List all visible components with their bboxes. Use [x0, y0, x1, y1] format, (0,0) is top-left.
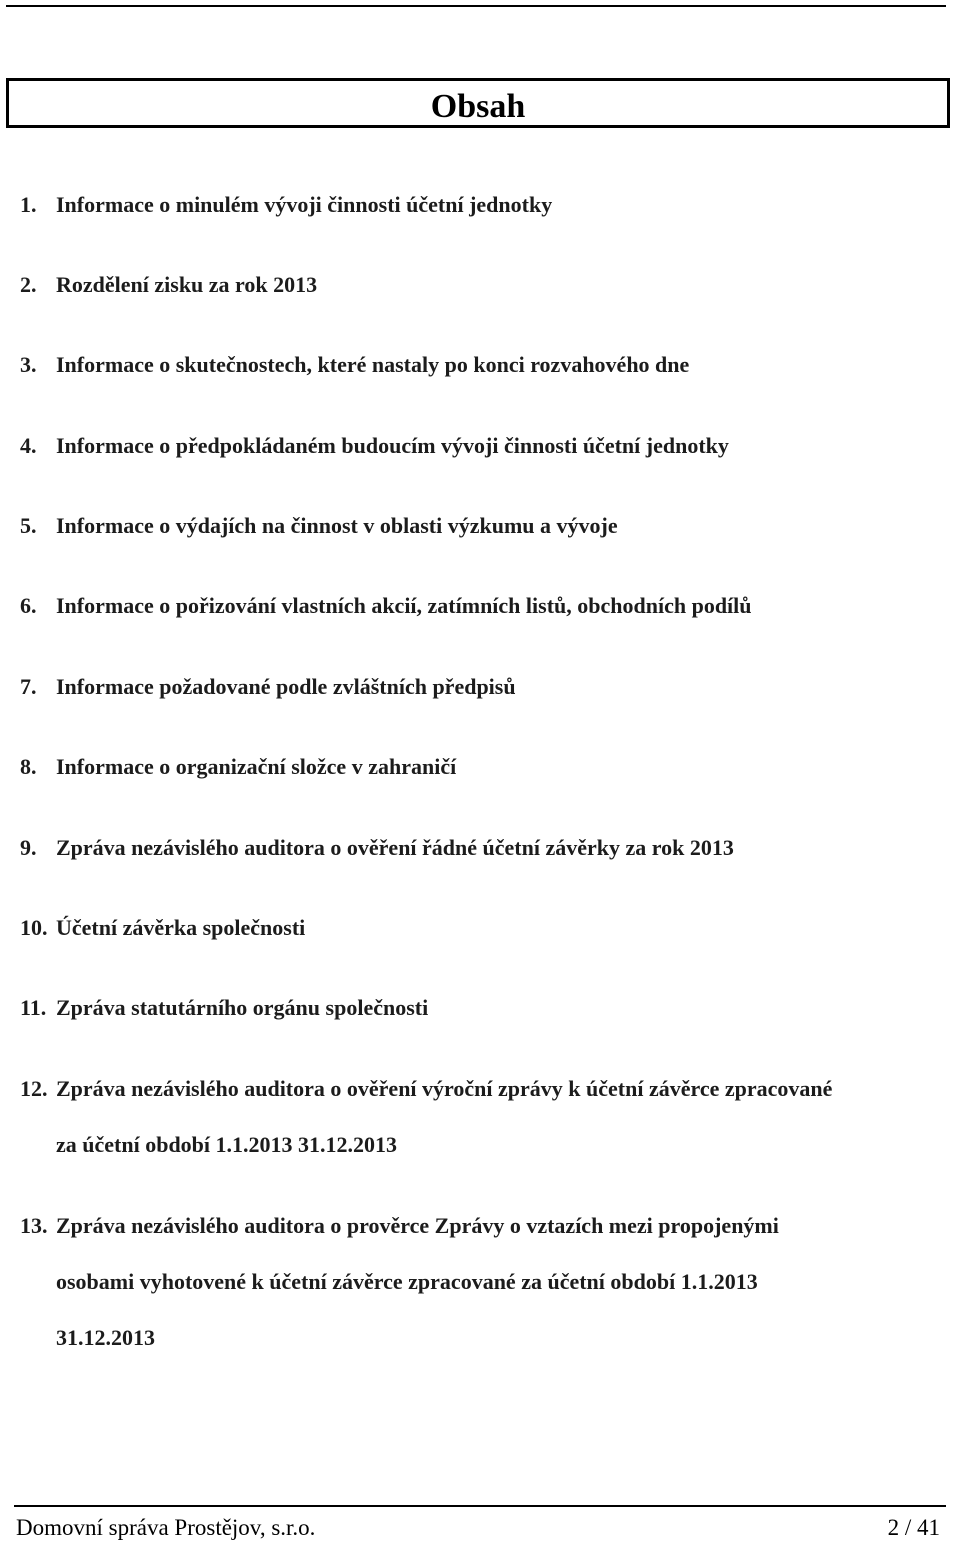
toc-entry-11: 11. Zpráva statutárního orgánu společnosti [20, 995, 429, 1020]
footer-company: Domovní správa Prostějov, s.r.o. [16, 1515, 316, 1540]
toc-entry-12: 12. Zpráva nezávislého auditora o ověření výroční zprávy k účetní závěrce zpracované za účetní období 1.1.2013 31.12.2013 [20, 1076, 833, 1157]
toc-entry-4: 4. Informace o předpokládaném budoucím vývoji činnosti účetní jednotky [20, 433, 729, 458]
toc-entry-9: 9. Zpráva nezávislého auditora o ověření řádné účetní závěrky za rok 2013 [20, 835, 734, 860]
toc-entry-13: 13. Zpráva nezávislého auditora o prověrce Zprávy o vztazích mezi propojenými osobami vyhotovené k účetní závěrce zpracované za účetní období 1.1.2013 31.12.2013 [20, 1213, 779, 1350]
title-box [6, 78, 950, 128]
toc-entry-2: 2. Rozdělení zisku za rok 2013 [20, 272, 318, 297]
page-title: Obsah [430, 88, 526, 125]
toc-entry-7: 7. Informace požadované podle zvláštních předpisů [20, 674, 516, 699]
toc-entry-5: 5. Informace o výdajích na činnost v oblasti výzkumu a vývoje [20, 513, 618, 538]
toc-entry-1: 1. Informace o minulém vývoji činnosti účetní jednotky [20, 192, 553, 217]
top-rule [6, 5, 946, 7]
footer-rule [14, 1505, 946, 1507]
footer-page-number: 2 / 41 [887, 1515, 940, 1540]
toc-entry-6: 6. Informace o pořizování vlastních akcií, zatímních listů, obchodních podílů [20, 593, 752, 618]
toc-entry-3: 3. Informace o skutečnostech, které nastaly po konci rozvahového dne [20, 352, 690, 377]
toc-entry-10: 10. Účetní závěrka společnosti [20, 915, 306, 940]
toc-entry-8: 8. Informace o organizační složce v zahraničí [20, 754, 457, 779]
